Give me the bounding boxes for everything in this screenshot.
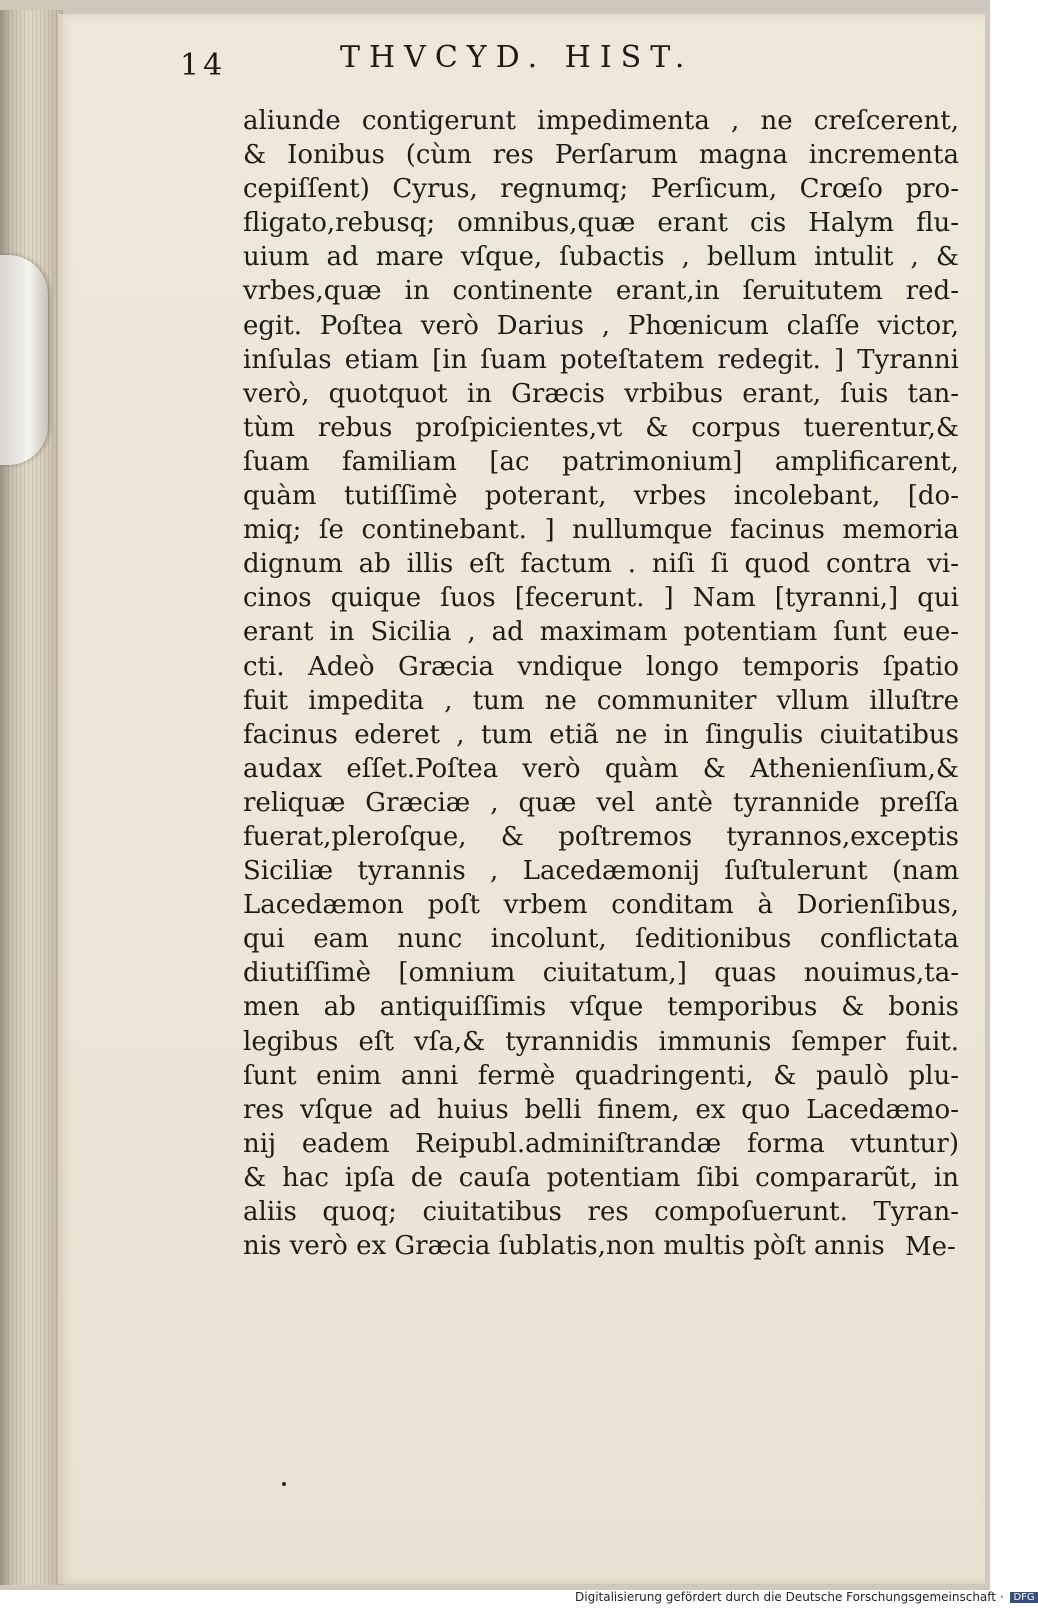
text-line: legibus eſt vſa,& tyrannidis immunis ſemper fuit. (243, 1026, 959, 1057)
text-line: quàm tutiſſimè poterant, vrbes incolebant, [do- (243, 481, 959, 512)
text-line: Siciliæ tyrannis , Lacedæmonij ſuſtulerunt (nam (243, 856, 959, 887)
credit-text: Digitalisierung gefördert durch die Deutsche Forschungsgemeinschaft · (575, 1590, 1004, 1604)
ink-speck (282, 1482, 286, 1486)
text-line: nis verò ex Græcia ſublatis,non multis pòſt annis (243, 1231, 885, 1262)
text-line: qui eam nunc incolunt, ſeditionibus conflictata (243, 924, 959, 955)
text-line: & hac ipſa de cauſa potentiam ſibi compararũt, in (243, 1162, 959, 1193)
text-line: verò, quotquot in Græcis vrbibus erant, ſuis tan- (243, 378, 959, 409)
text-line: audax eſſet.Poſtea verò quàm & Athenienſium,& (243, 753, 959, 784)
text-line: aliis quoq; ciuitatibus res compoſuerunt. Tyran- (243, 1197, 959, 1227)
text-line: Lacedæmon poſt vrbem conditam à Dorienſibus, (243, 890, 959, 921)
text-line: fligato,rebusq; omnibus,quæ erant cis Halym flu- (243, 208, 959, 239)
text-line: miq; ſe continebant. ] nullumque facinus memoria (243, 515, 959, 546)
text-line: vrbes,quæ in continente erant,in ſeruitutem red- (243, 276, 959, 307)
body-text (243, 104, 959, 1263)
text-line: erant in Sicilia , ad maximam potentiam ſunt eue- (243, 617, 959, 648)
text-line: nij eadem Reipubl.adminiſtrandæ forma vtuntur) (243, 1128, 959, 1159)
text-line: dignum ab illis eſt factum . niſi ſi quod contra vi- (243, 549, 959, 580)
running-title: THVCYD. HIST. (340, 40, 694, 75)
text-line: cepiſſent) Cyrus, regnumq; Perſicum, Crœſo pro- (243, 174, 959, 205)
text-line: ſuam familiam [ac patrimonium] amplificarent, (243, 446, 959, 477)
text-line: fuit impedita , tum ne communiter vllum illuſtre (243, 685, 959, 716)
catchword: Me- (905, 1232, 956, 1262)
text-line: & Ionibus (cùm res Perſarum magna incrementa (243, 140, 959, 171)
text-line: cti. Adeò Græcia vndique longo temporis ſpatio (243, 651, 959, 682)
text-line: tùm rebus proſpicientes,vt & corpus tuerentur,& (243, 412, 959, 443)
text-line: uium ad mare vſque, ſubactis , bellum intulit , & (243, 242, 959, 273)
text-line: fuerat,pleroſque, & poſtremos tyrannos,exceptis (243, 821, 959, 852)
text-line: reliquæ Græciæ , quæ vel antè tyrannide preſſa (243, 787, 959, 818)
text-line: inſulas etiam [in ſuam poteſtatem redegit. ] Tyranni (243, 344, 959, 375)
running-header (180, 40, 940, 90)
text-line: cinos quique ſuos [fecerunt. ] Nam [tyranni,] qui (243, 583, 959, 614)
page-number: 14 (180, 48, 227, 83)
text-line: men ab antiquiſſimis vſque temporibus & bonis (243, 992, 959, 1023)
text-line: ſunt enim anni fermè quadringenti, & paulò plu- (243, 1060, 959, 1091)
page-edge-lines (8, 10, 58, 1585)
text-line: diutiſſimè [omnium ciuitatum,] quas nouimus,ta- (243, 958, 959, 989)
dfg-logo: DFG (1010, 1592, 1037, 1603)
digitization-credit (575, 1590, 1035, 1610)
text-line: res vſque ad huius belli finem, ex quo Lacedæmo- (243, 1094, 959, 1125)
text-line: aliunde contigerunt impedimenta , ne creſcerent, (243, 106, 959, 136)
book-clip (0, 255, 48, 465)
text-line: egit. Poſtea verò Darius , Phœnicum claſſe victor, (243, 310, 959, 341)
text-line: facinus ederet , tum etiã ne in ſingulis ciuitatibus (243, 719, 959, 750)
